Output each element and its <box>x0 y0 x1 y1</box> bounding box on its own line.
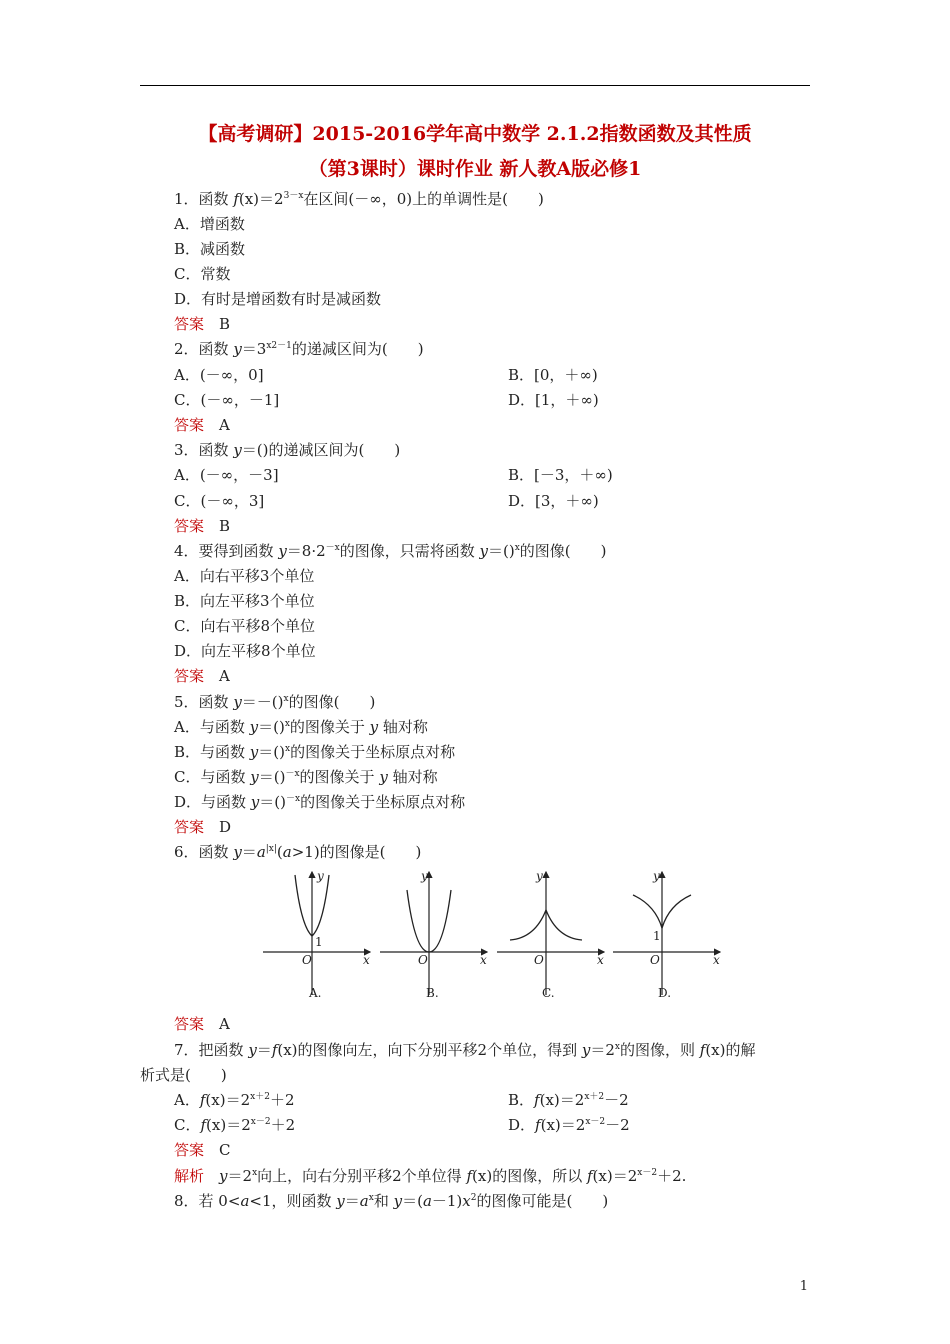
q7-option-d: D．$f(x)=2^{x-2}-2$ <box>508 1116 630 1134</box>
q1-option-c: C．常数 <box>174 265 231 283</box>
q7-option-c: C．$f(x)=2^{x-2}+2$ <box>174 1116 296 1134</box>
q6-a-one: 1 <box>315 935 323 949</box>
q2-option-c: C．(－∞，－1] <box>174 391 280 409</box>
document-title-line1: 【高考调研】2015-2016学年高中数学 2.1.2指数函数及其性质 <box>198 123 752 145</box>
q6-graph-d <box>613 869 720 1000</box>
header-rule <box>140 85 810 86</box>
q6-d-one: 1 <box>653 929 661 943</box>
q4-option-d: D．向左平移8个单位 <box>174 642 316 660</box>
q3-stem: 3．函数 y＝()的递减区间为( ) <box>174 441 401 459</box>
q7-stem-line1: 7．把函数 y＝f(x)的图像向左，向下分别平移2个单位，得到 $y=2^x$的图像，则 f(x)的解 <box>174 1041 756 1059</box>
q5-option-d: D．与函数 y＝()$^{-x}$的图像关于坐标原点对称 <box>174 793 466 811</box>
q6-c-x-label: x <box>597 953 604 967</box>
q7-option-a: A．$f(x)=2^{x+2}+2$ <box>174 1091 295 1109</box>
q6-graph-b <box>380 869 487 1000</box>
q6-c-origin: O <box>534 953 544 967</box>
q6-d-y-label: y <box>653 869 660 883</box>
q7-stem-line2: 析式是( ) <box>140 1066 227 1084</box>
q5-stem: 5．函数 y＝－()$^x$的图像( ) <box>174 693 376 711</box>
q6-label-b: B. <box>426 986 439 1000</box>
q6-c-y-label: y <box>536 869 543 883</box>
q6-d-x-label: x <box>713 953 720 967</box>
q6-b-origin: O <box>418 953 428 967</box>
q6-label-c: C. <box>542 986 555 1000</box>
q6-graph-a <box>263 869 370 1000</box>
q6-graph-c <box>497 869 604 1000</box>
q6-graph-options <box>255 860 730 1010</box>
q2-option-b: B．[0，＋∞) <box>508 366 598 384</box>
q7-option-b: B．$f(x)=2^{x+2}-2$ <box>508 1091 629 1109</box>
q4-option-b: B．向左平移3个单位 <box>174 592 315 610</box>
q6-b-y-label: y <box>421 869 428 883</box>
q5-option-a: A．与函数 y＝()$^x$的图像关于 y 轴对称 <box>174 718 428 736</box>
q1-option-b: B．减函数 <box>174 240 246 258</box>
q6-stem: 6．函数 $y=a^{|x|}(a>1)$的图像是( ) <box>174 843 422 861</box>
q6-a-origin: O <box>302 953 312 967</box>
q6-a-y-label: y <box>317 869 324 883</box>
q8-stem: 8．若 0<a<1，则函数 $y=a^x$和 $y=(a-1)x^2$的图像可能是( ) <box>174 1192 609 1210</box>
q2-answer: 答案 A <box>174 416 230 434</box>
q6-label-a: A. <box>309 986 322 1000</box>
q4-answer: 答案 A <box>174 667 230 685</box>
q2-option-a: A．(－∞，0] <box>174 366 264 384</box>
q4-option-a: A．向右平移3个单位 <box>174 567 315 585</box>
q4-option-c: C．向右平移8个单位 <box>174 617 316 635</box>
q6-d-origin: O <box>650 953 660 967</box>
q1-option-d: D．有时是增函数有时是减函数 <box>174 290 382 308</box>
q1-stem: 1．函数 $f(x)=2^{3-x}$在区间(－∞，0)上的单调性是( ) <box>174 190 544 208</box>
q3-answer: 答案 B <box>174 517 231 535</box>
q7-answer: 答案 C <box>174 1141 231 1159</box>
q3-option-d: D．[3，＋∞) <box>508 492 599 510</box>
q2-stem: 2．函数 $y=3^{x2-1}$的递减区间为( ) <box>174 340 424 358</box>
q3-option-a: A．(－∞，－3] <box>174 466 279 484</box>
q5-option-b: B．与函数 y＝()$^x$的图像关于坐标原点对称 <box>174 743 456 761</box>
q4-stem: 4．要得到函数 $y=8\cdot 2^{-x}$的图像，只需将函数 y＝()$^x$的图像( ) <box>174 542 607 560</box>
q6-a-x-label: x <box>363 953 370 967</box>
q6-label-d: D. <box>658 986 672 1000</box>
q3-option-c: C．(－∞，3] <box>174 492 265 510</box>
page-number: 1 <box>799 1279 808 1294</box>
q2-option-d: D．[1，＋∞) <box>508 391 599 409</box>
document-title-line2: （第3课时）课时作业 新人教A版必修1 <box>308 158 642 180</box>
q6-answer: 答案 A <box>174 1015 230 1033</box>
q7-analysis: 解析 $y=2^x$向上，向右分别平移2个单位得 f(x)的图像，所以 $f(x)=2^{x-2}+2$. <box>174 1167 687 1185</box>
q5-answer: 答案 D <box>174 818 232 836</box>
q1-answer: 答案 B <box>174 315 231 333</box>
q5-option-c: C．与函数 y＝()$^{-x}$的图像关于 y 轴对称 <box>174 768 438 786</box>
q6-b-x-label: x <box>480 953 487 967</box>
q1-option-a: A．增函数 <box>174 215 245 233</box>
q3-option-b: B．[－3，＋∞) <box>508 466 613 484</box>
